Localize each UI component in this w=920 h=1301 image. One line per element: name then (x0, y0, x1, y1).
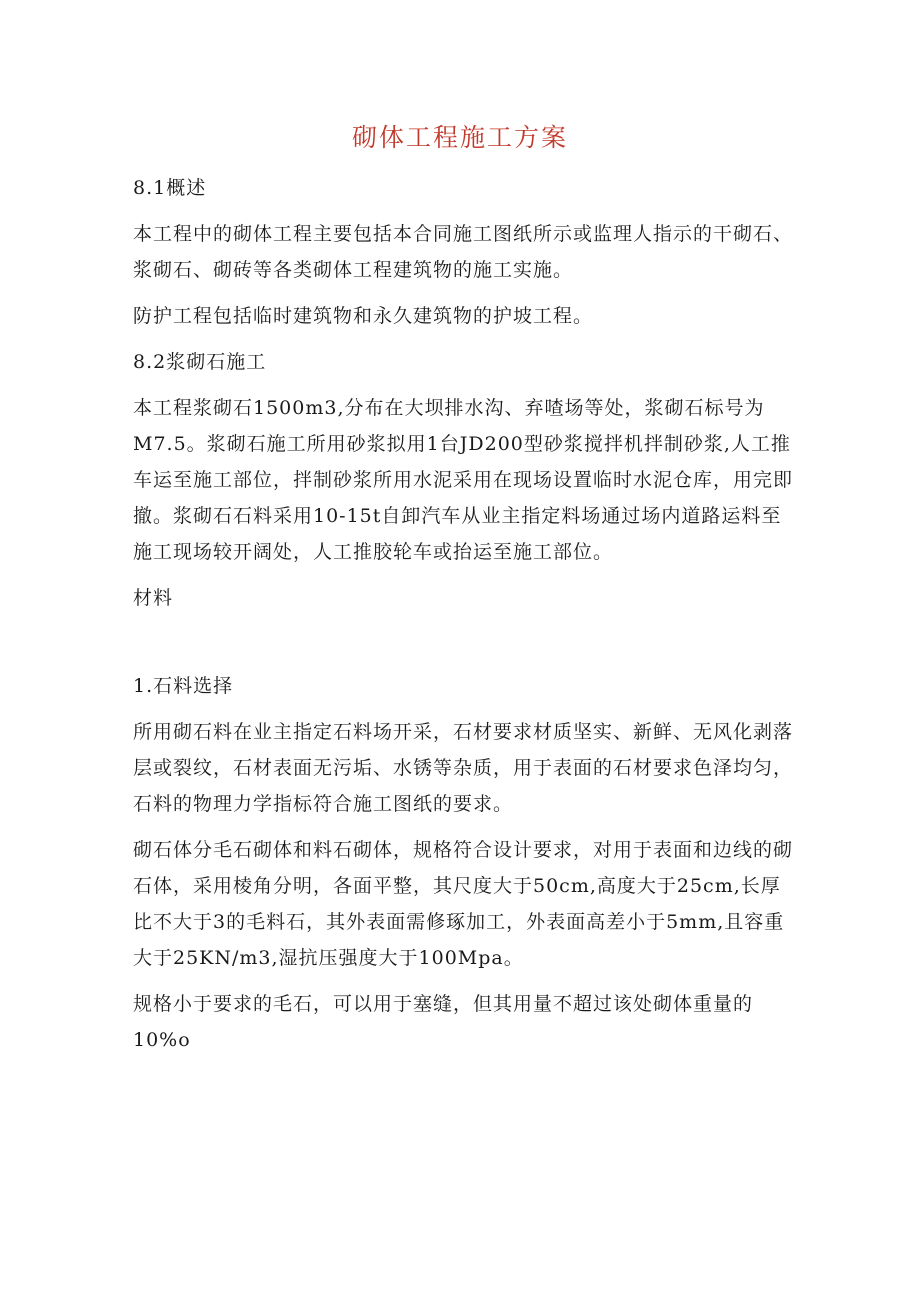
document-title: 砌体工程施工方案 (351, 123, 568, 152)
document-body (133, 170, 798, 1058)
paragraph: 所用砌石料在业主指定石料场开采，石材要求材质坚实、新鲜、无风化剥落层或裂纹，石材表面无污垢、水锈等杂质，用于表面的石材要求色泽均匀，石料的物理力学指标符合施工图纸的要求。 (133, 721, 794, 815)
paragraph: 砌石体分毛石砌体和料石砌体，规格符合设计要求，对用于表面和边线的砌石体，采用棱角分明，各面平整，其尺度大于50cm,高度大于25cm,长厚比不大于3的毛料石，其外表面需修琢加工，外表面高差小于5mm,且容重大于25KN/m3,湿抗压强度大于100Mpa。 (133, 839, 794, 969)
paragraph: 防护工程包括临时建筑物和永久建筑物的护坡工程。 (133, 305, 594, 327)
section-heading-materials: 材料 (133, 587, 174, 609)
paragraph: 本工程中的砌体工程主要包括本合同施工图纸所示或监理人指示的干砌石、浆砌石、砌砖等各类砌体工程建筑物的施工实施。 (133, 223, 794, 281)
paragraph: 本工程浆砌石1500m3,分布在大坝排水沟、弃喳场等处，浆砌石标号为M7.5。浆砌石施工所用砂浆拟用1台JD200型砂浆搅拌机拌制砂浆,人工推车运至施工部位，拌制砂浆所用水泥采用在现场设置临时水泥仓库，用完即撤。浆砌石石料采用10-15t自卸汽车从业主指定料场通过场内道路运料至施工现场较开阔处，人工推胶轮车或抬运至施工部位。 (133, 397, 794, 563)
section-heading-masonry: 8.2浆砌石施工 (133, 351, 267, 373)
section-heading-overview: 8.1概述 (133, 177, 207, 199)
section-heading-stone-selection: 1.石料选择 (133, 675, 234, 697)
paragraph: 规格小于要求的毛石，可以用于塞缝，但其用量不超过该处砌体重量的10%o (133, 993, 754, 1051)
